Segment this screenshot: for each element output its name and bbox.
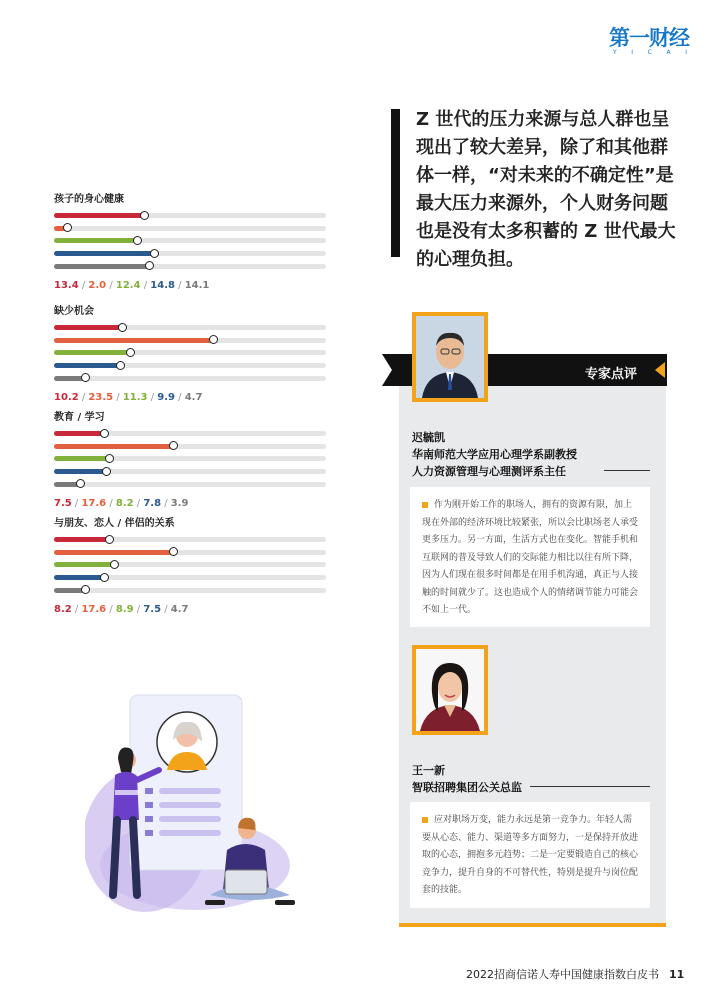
bar-track (54, 226, 326, 231)
bar-track (54, 376, 326, 381)
stress-source-chart (52, 190, 332, 620)
page-number: 11 (669, 968, 685, 981)
bar-end-marker (126, 348, 135, 357)
bar (54, 444, 174, 449)
bar (54, 431, 105, 436)
bar (54, 575, 105, 580)
data-label: 13.4 (54, 279, 79, 291)
bar-end-marker (110, 560, 119, 569)
data-label: 12.4 (115, 279, 141, 291)
data-label: 3.9 (170, 497, 189, 509)
chart-group-title: 缺少机会 (54, 306, 94, 317)
chart-value-labels (54, 498, 189, 509)
panel-bottom-accent (399, 923, 666, 927)
chart-value-labels (54, 392, 202, 403)
value-separator: / (147, 391, 158, 403)
role-rule-wang (530, 786, 650, 787)
bar (54, 550, 174, 555)
value-separator: / (174, 391, 185, 403)
bar (54, 350, 131, 355)
bar-end-marker (105, 535, 114, 544)
data-label: 14.1 (184, 279, 210, 291)
role-rule-chi (604, 470, 650, 471)
bar-track (54, 588, 326, 593)
expert-comment-chi: 作为刚开始工作的职场人，拥有的资源有限，加上现在外部的经济环境比较紧张，所以会比职场老人承受更多压力。另一方面，生活方式也在变化。智能手机和互联网的普及导致人们的交际能力相比以往有所下降，因为人们现在很多时间都是在用手机沟通，真正与人接触的时间就少了。这也造成个人的情绪调节能力可能会不如上一代。 (410, 487, 650, 627)
value-separator: / (106, 497, 116, 509)
bar-end-marker (169, 441, 178, 450)
data-label: 8.2 (54, 603, 72, 615)
value-separator: / (113, 391, 123, 403)
chart-group-title: 与朋友、恋人 / 伴侣的关系 (54, 518, 175, 529)
data-label: 2.0 (88, 279, 107, 291)
value-separator: / (78, 279, 89, 291)
bar (54, 363, 121, 368)
value-separator: / (71, 603, 82, 615)
value-separator: / (106, 279, 116, 291)
bar-end-marker (63, 223, 72, 232)
bar-end-marker (76, 479, 85, 488)
bar (54, 338, 214, 343)
value-separator: / (133, 603, 144, 615)
expert-role-chi-2: 人力资源管理与心理测评系主任 (412, 465, 566, 478)
data-label: 8.2 (115, 497, 134, 509)
bar-end-marker (102, 467, 111, 476)
expert-comment-wang: 应对职场万变，能力永远是第一竞争力。年轻人需要从心态、能力、渠道等多方面努力，一是保持开放进取的心态，拥抱多元趋势；二是一定要锻造自己的核心竞争力，提升自身的不可替代性，特别是提升与岗位配套的技能。 (410, 802, 650, 908)
header-notch-left (382, 354, 392, 386)
bar-end-marker (145, 261, 154, 270)
bar-end-marker (118, 323, 127, 332)
expert-photo-chi (412, 312, 488, 402)
data-label: 11.3 (122, 391, 148, 403)
logo-wordmark: 第一财经 (609, 26, 689, 50)
data-label: 17.6 (81, 603, 107, 615)
expert-role-chi-1: 华南师范大学应用心理学系副教授 (412, 448, 577, 461)
data-label: 7.5 (54, 497, 72, 509)
illustration-people-profile (85, 690, 305, 920)
bar-end-marker (100, 573, 109, 582)
header-triangle-accent (655, 362, 665, 378)
page-footer (466, 966, 684, 982)
expert-role-wang-1: 智联招聘集团公关总监 (412, 781, 522, 794)
bar (54, 456, 110, 461)
value-separator: / (161, 603, 171, 615)
bar-end-marker (81, 373, 90, 382)
value-separator: / (106, 603, 116, 615)
data-label: 23.5 (88, 391, 114, 403)
data-label: 4.7 (184, 391, 203, 403)
bar-end-marker (140, 211, 149, 220)
chart-group-title: 孩子的身心健康 (54, 194, 124, 205)
value-separator: / (78, 391, 89, 403)
bar-end-marker (81, 585, 90, 594)
bar (54, 325, 123, 330)
value-separator: / (161, 497, 171, 509)
quote-bar (391, 109, 400, 257)
data-label: 17.6 (81, 497, 107, 509)
bar-end-marker (105, 454, 114, 463)
bar (54, 251, 155, 256)
brand-logo (609, 22, 695, 60)
data-label: 7.8 (143, 497, 162, 509)
value-separator: / (140, 279, 151, 291)
bar-end-marker (133, 236, 142, 245)
value-separator: / (174, 279, 185, 291)
bar-end-marker (116, 361, 125, 370)
expert-review-title: 专家点评 (585, 367, 638, 382)
bar-track (54, 482, 326, 487)
bar (54, 264, 150, 269)
bar (54, 537, 110, 542)
bar (54, 213, 145, 218)
bar-end-marker (209, 335, 218, 344)
portrait-man (416, 316, 484, 398)
bar (54, 562, 115, 567)
chart-value-labels (54, 604, 189, 615)
chart-value-labels (54, 280, 209, 291)
chart-group-title: 教育 / 学习 (54, 412, 105, 423)
data-label: 8.9 (115, 603, 134, 615)
expert-photo-wang (412, 645, 488, 735)
bullet-square-icon (422, 502, 428, 508)
portrait-woman (416, 649, 484, 731)
bar-end-marker (150, 249, 159, 258)
data-label: 9.9 (157, 391, 175, 403)
pull-quote: Z 世代的压力来源与总人群也呈现出了较大差异，除了和其他群体一样，“对未来的不确定性”是最大压力来源外，个人财务问题也是没有太多积蓄的 Z 世代最大的心理负担。 (416, 109, 676, 270)
bar (54, 469, 107, 474)
value-separator: / (71, 497, 82, 509)
bullet-square-icon (422, 817, 428, 823)
data-label: 14.8 (150, 279, 175, 291)
data-label: 10.2 (54, 391, 79, 403)
data-label: 4.7 (170, 603, 189, 615)
bar-end-marker (169, 547, 178, 556)
expert-name-chi: 迟毓凯 (412, 431, 445, 444)
logo-subtitle: Y I C A I (613, 49, 689, 56)
data-label: 7.5 (143, 603, 162, 615)
value-separator: / (133, 497, 144, 509)
bar (54, 238, 138, 243)
bar-end-marker (100, 429, 109, 438)
expert-name-wang: 王一新 (412, 764, 445, 777)
footer-title: 2022招商信诺人寿中国健康指数白皮书 (466, 968, 659, 981)
